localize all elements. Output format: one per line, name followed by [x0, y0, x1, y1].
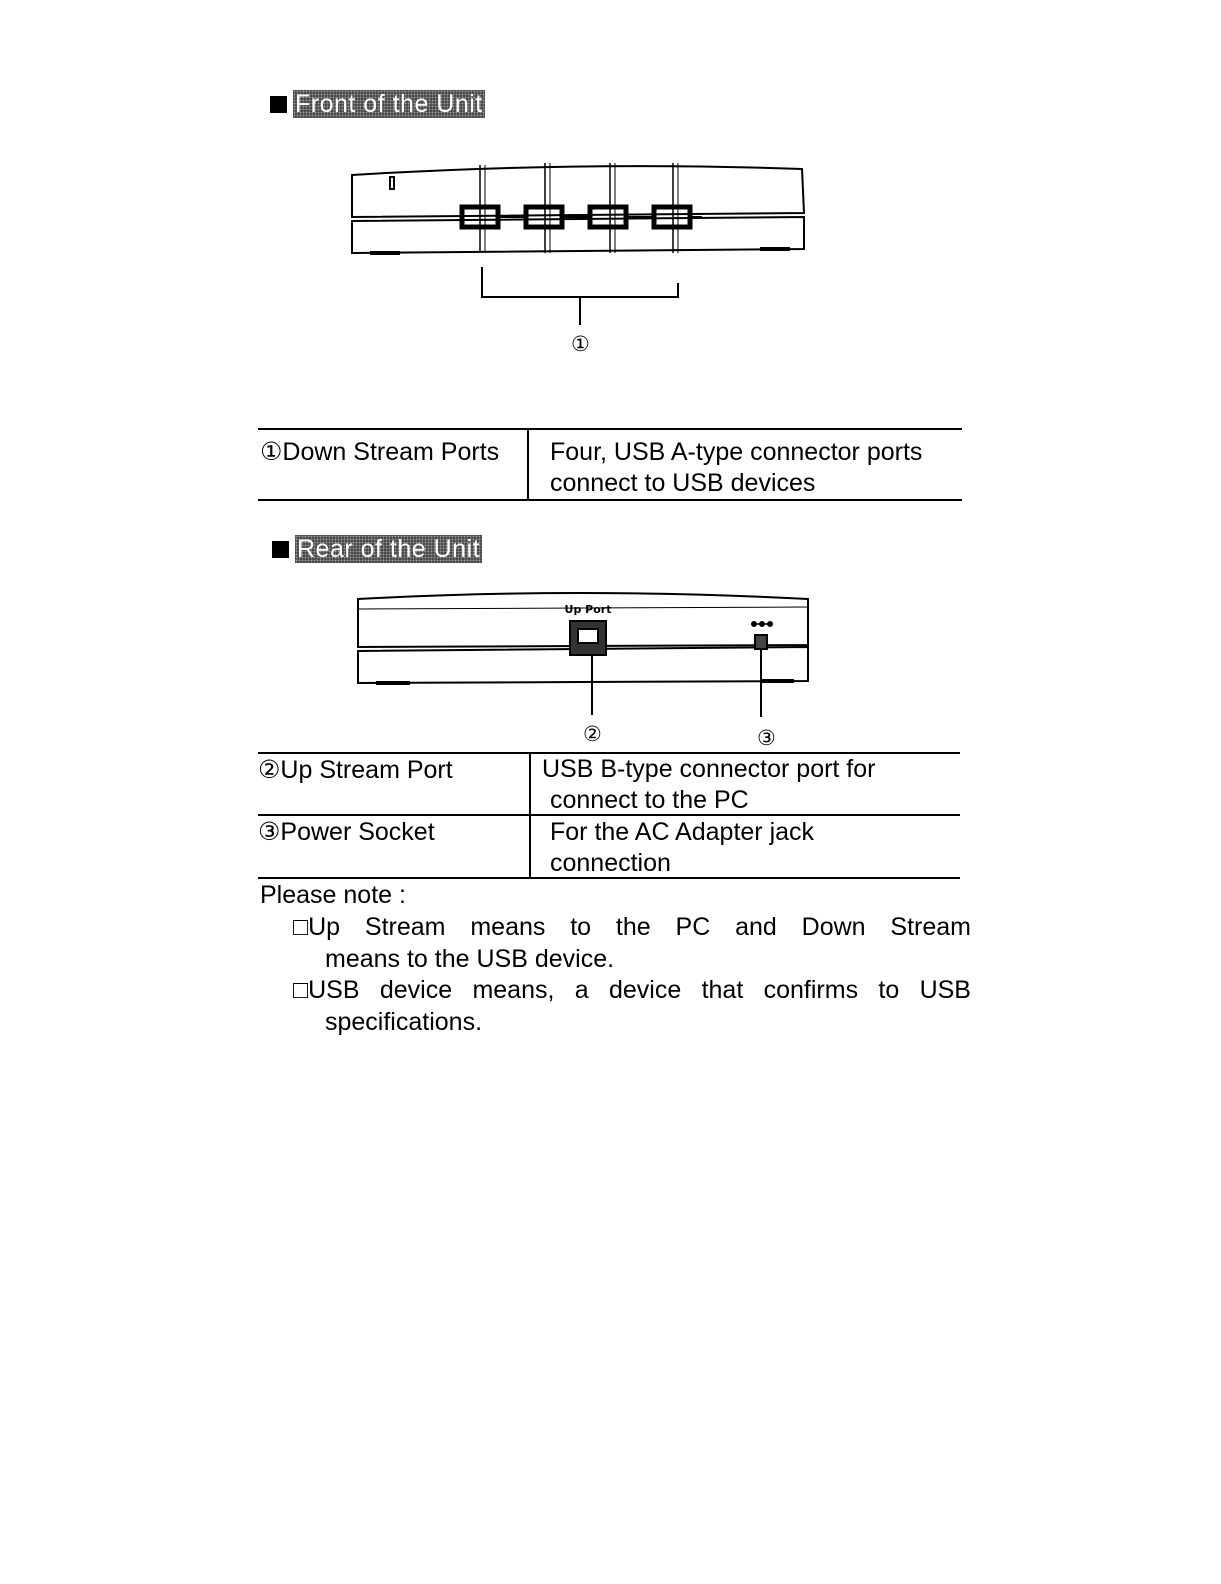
front-callout-1: ① — [571, 332, 590, 356]
square-bullet-icon — [270, 96, 287, 113]
rear-heading-title: Rear of the Unit — [297, 535, 481, 563]
front-heading — [270, 90, 485, 118]
front-table-top-rule — [258, 428, 962, 430]
note-item-2-line2: specifications. — [325, 1008, 483, 1036]
front-row-label: ①Down Stream Ports — [260, 438, 500, 466]
front-table-bottom-rule — [258, 499, 962, 501]
square-bullet-icon — [272, 541, 289, 558]
notes-title: Please note : — [260, 881, 406, 909]
note-item-1-line1: Up Stream means to the PC and Down Stream — [308, 913, 971, 941]
rear-callout-3: ③ — [757, 726, 776, 750]
note-item-1-line2: means to the USB device. — [325, 945, 615, 973]
note-item-2 — [293, 974, 971, 1006]
rear-row1-desc-line2: connect to the PC — [550, 786, 749, 814]
up-port-label: Up Port — [564, 603, 612, 616]
checkbox-bullet-icon: □ — [293, 976, 309, 1004]
rear-row2-desc-line1: For the AC Adapter jack — [550, 818, 815, 846]
rear-table-divider — [529, 754, 531, 878]
front-row-desc-line2: connect to USB devices — [550, 469, 816, 497]
power-socket-connector — [755, 635, 767, 649]
front-heading-title: Front of the Unit — [295, 90, 483, 118]
rear-row2-label: ③Power Socket — [258, 818, 435, 846]
rear-row1-label: ②Up Stream Port — [258, 756, 453, 784]
note-item-1 — [293, 911, 971, 943]
rear-heading — [272, 535, 482, 563]
front-row-desc-line1: Four, USB A-type connector ports — [550, 438, 923, 466]
note-item-2-line1: USB device means, a device that confirms to USB — [308, 976, 971, 1004]
checkbox-bullet-icon: □ — [293, 913, 309, 941]
usb-port-3 — [590, 207, 626, 227]
front-unit-bottom — [352, 217, 804, 253]
rear-row1-desc-line1: USB B-type connector port for — [542, 755, 876, 783]
front-unit-top — [352, 166, 804, 217]
usb-port-2 — [526, 207, 562, 227]
rear-callout-2: ② — [583, 722, 602, 746]
front-table-divider — [527, 430, 529, 500]
rear-row2-desc-line2: connection — [550, 849, 671, 877]
usb-port-4 — [654, 207, 690, 227]
